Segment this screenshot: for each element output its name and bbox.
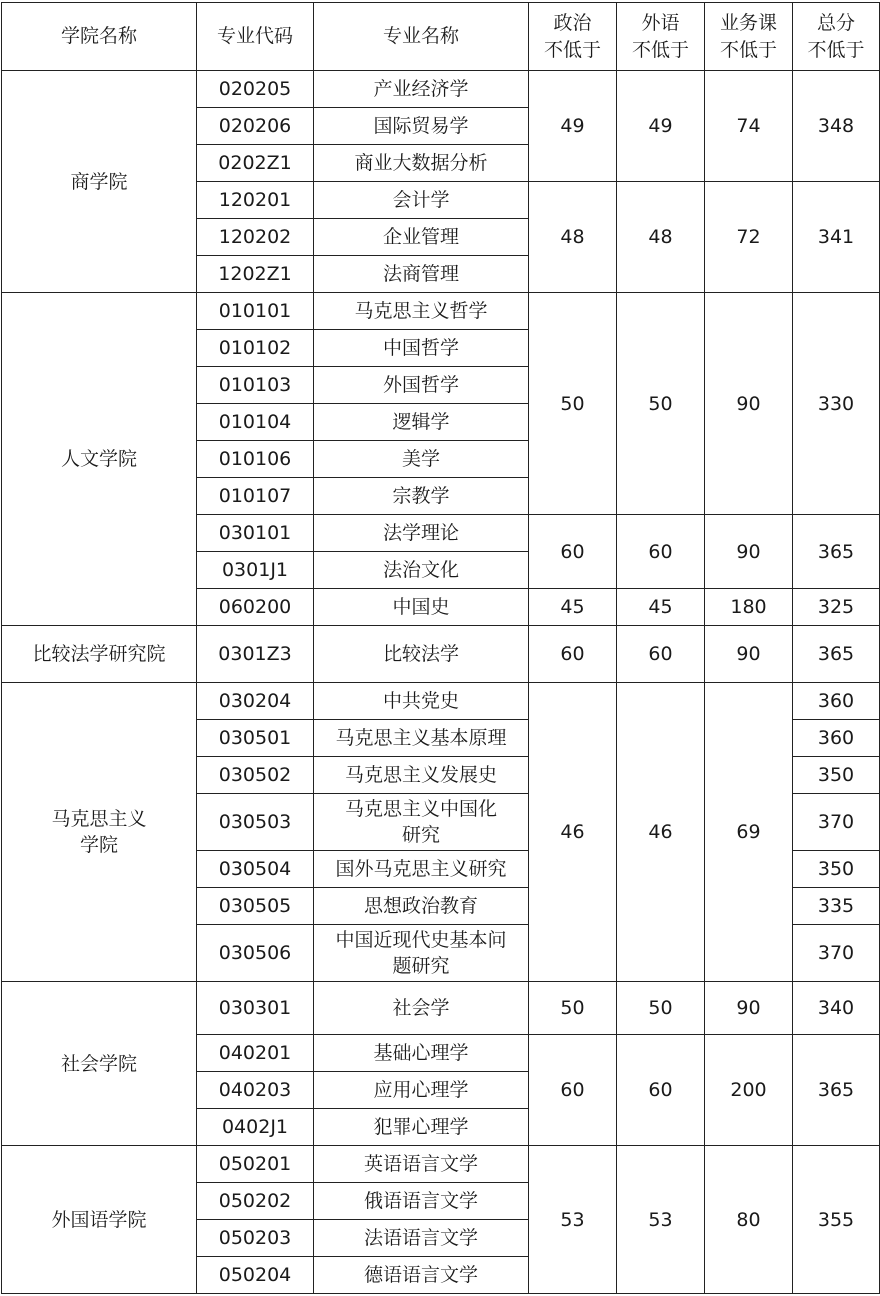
college-cell: 社会学院 [2,982,197,1146]
admission-score-table [1,2,880,1294]
header-politics: 政治 不低于 [529,3,617,71]
major-code: 030301 [197,982,314,1035]
major-name: 马克思主义基本原理 [314,720,529,757]
total-score: 335 [793,888,880,925]
college-cell: 马克思主义 学院 [2,683,197,982]
major-code: 030505 [197,888,314,925]
major-name: 外国哲学 [314,367,529,404]
business-score: 72 [705,182,793,293]
total-score: 348 [793,71,880,182]
major-name: 马克思主义中国化 研究 [314,794,529,851]
header-business-course: 业务课 不低于 [705,3,793,71]
major-code: 050201 [197,1146,314,1183]
major-name: 法治文化 [314,552,529,589]
major-code: 0402J1 [197,1109,314,1146]
politics-score: 49 [529,71,617,182]
major-code: 020206 [197,108,314,145]
major-name: 马克思主义发展史 [314,757,529,794]
politics-score: 45 [529,589,617,626]
major-name: 中国史 [314,589,529,626]
major-code: 020205 [197,71,314,108]
major-code: 010106 [197,441,314,478]
major-name: 法商管理 [314,256,529,293]
major-name: 基础心理学 [314,1035,529,1072]
total-score: 360 [793,720,880,757]
politics-score: 46 [529,683,617,982]
business-score: 69 [705,683,793,982]
foreign-score: 46 [617,683,705,982]
total-score: 370 [793,925,880,982]
header-foreign-language: 外语 不低于 [617,3,705,71]
major-code: 010101 [197,293,314,330]
total-score: 341 [793,182,880,293]
major-name: 中国哲学 [314,330,529,367]
college-cell: 比较法学研究院 [2,626,197,683]
business-score: 80 [705,1146,793,1294]
foreign-score: 48 [617,182,705,293]
major-name: 应用心理学 [314,1072,529,1109]
major-name: 社会学 [314,982,529,1035]
major-code: 030504 [197,851,314,888]
major-name: 逻辑学 [314,404,529,441]
foreign-score: 53 [617,1146,705,1294]
total-score: 355 [793,1146,880,1294]
major-code: 010104 [197,404,314,441]
major-name: 商业大数据分析 [314,145,529,182]
business-score: 90 [705,293,793,515]
politics-score: 60 [529,515,617,589]
major-code: 0301Z3 [197,626,314,683]
total-score: 370 [793,794,880,851]
table-row [2,982,880,1035]
college-cell: 商学院 [2,71,197,293]
major-name: 法语语言文学 [314,1220,529,1257]
foreign-score: 49 [617,71,705,182]
college-cell: 人文学院 [2,293,197,626]
foreign-score: 50 [617,293,705,515]
major-code: 030501 [197,720,314,757]
business-score: 180 [705,589,793,626]
foreign-score: 60 [617,1035,705,1146]
major-name: 英语语言文学 [314,1146,529,1183]
major-code: 010102 [197,330,314,367]
foreign-score: 60 [617,626,705,683]
total-score: 330 [793,293,880,515]
total-score: 360 [793,683,880,720]
major-name: 中国近现代史基本问 题研究 [314,925,529,982]
major-name: 俄语语言文学 [314,1183,529,1220]
table-row [2,626,880,683]
major-code: 120201 [197,182,314,219]
major-code: 060200 [197,589,314,626]
business-score: 74 [705,71,793,182]
header-code: 专业代码 [197,3,314,71]
major-code: 0202Z1 [197,145,314,182]
major-code: 030101 [197,515,314,552]
business-score: 90 [705,515,793,589]
politics-score: 48 [529,182,617,293]
table-row [2,683,880,720]
header-college: 学院名称 [2,3,197,71]
major-name: 国外马克思主义研究 [314,851,529,888]
major-name: 会计学 [314,182,529,219]
major-name: 企业管理 [314,219,529,256]
business-score: 200 [705,1035,793,1146]
major-code: 050203 [197,1220,314,1257]
major-code: 030503 [197,794,314,851]
major-name: 思想政治教育 [314,888,529,925]
major-name: 美学 [314,441,529,478]
major-code: 030204 [197,683,314,720]
major-code: 030506 [197,925,314,982]
header-row [2,3,880,71]
major-code: 050202 [197,1183,314,1220]
header-major: 专业名称 [314,3,529,71]
politics-score: 60 [529,1035,617,1146]
major-name: 犯罪心理学 [314,1109,529,1146]
major-code: 010107 [197,478,314,515]
major-code: 120202 [197,219,314,256]
total-score: 325 [793,589,880,626]
college-cell: 外国语学院 [2,1146,197,1294]
major-code: 050204 [197,1257,314,1294]
politics-score: 50 [529,293,617,515]
major-name: 产业经济学 [314,71,529,108]
table-row [2,71,880,108]
politics-score: 50 [529,982,617,1035]
major-name: 法学理论 [314,515,529,552]
header-total: 总分 不低于 [793,3,880,71]
business-score: 90 [705,982,793,1035]
major-name: 德语语言文学 [314,1257,529,1294]
major-name: 宗教学 [314,478,529,515]
business-score: 90 [705,626,793,683]
major-name: 比较法学 [314,626,529,683]
major-code: 010103 [197,367,314,404]
total-score: 365 [793,626,880,683]
major-name: 国际贸易学 [314,108,529,145]
politics-score: 60 [529,626,617,683]
politics-score: 53 [529,1146,617,1294]
total-score: 350 [793,851,880,888]
major-name: 中共党史 [314,683,529,720]
total-score: 340 [793,982,880,1035]
major-code: 040203 [197,1072,314,1109]
table-row [2,293,880,330]
major-code: 1202Z1 [197,256,314,293]
foreign-score: 60 [617,515,705,589]
total-score: 365 [793,515,880,589]
major-code: 030502 [197,757,314,794]
major-name: 马克思主义哲学 [314,293,529,330]
major-code: 040201 [197,1035,314,1072]
foreign-score: 50 [617,982,705,1035]
total-score: 350 [793,757,880,794]
foreign-score: 45 [617,589,705,626]
major-code: 0301J1 [197,552,314,589]
table-row [2,1146,880,1183]
total-score: 365 [793,1035,880,1146]
